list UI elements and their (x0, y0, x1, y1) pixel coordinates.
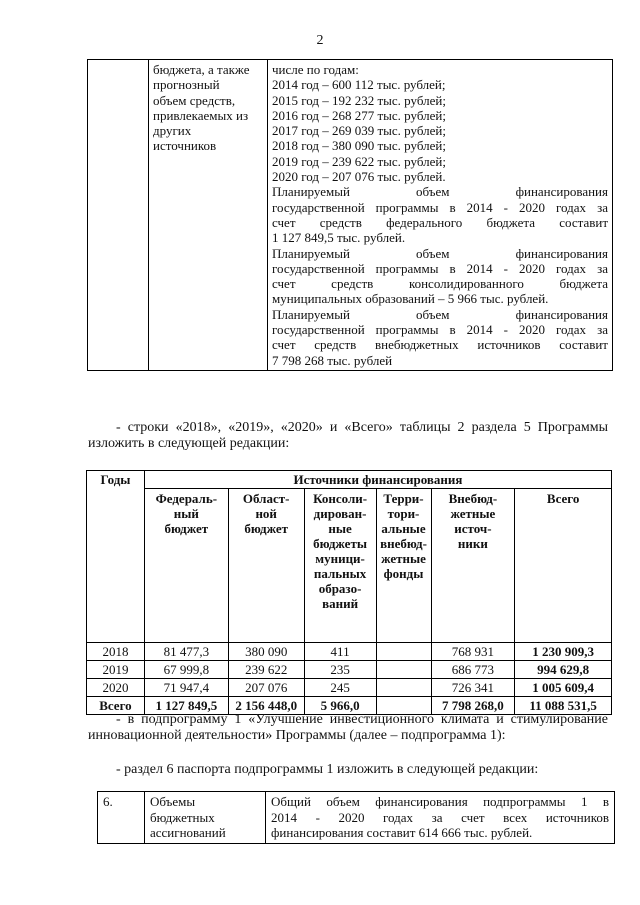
cell-municipal: 245 (304, 679, 376, 697)
intro-text-subprogram: - в подпрограмму 1 «Улучшение инвестиционного климата и стимулирование инновационной деятельности» Программы (далее – подпрограмма 1): (88, 712, 608, 743)
cell-total: 11 088 531,5 (515, 697, 612, 715)
para-line: государственной программы в 2014 - 2020 годах за (272, 199, 608, 215)
table-row (87, 679, 612, 697)
para-line: Планируемый объем финансирования (272, 306, 608, 322)
year-line: 2015 год – 192 232 тыс. рублей; (272, 92, 446, 108)
header-sources: Источники финансирования (144, 471, 611, 489)
column-regional: Област- ной бюджет (228, 489, 304, 643)
content-line: 2014 - 2020 годах за счет всех источников (271, 809, 609, 825)
passport-label-cell (149, 60, 268, 371)
cell-year: 2018 (87, 643, 145, 661)
row-content (266, 792, 615, 844)
passport-content-cell (268, 60, 613, 371)
passport-table (87, 59, 613, 371)
cell-total: 1 230 909,3 (515, 643, 612, 661)
year-line: 2020 год – 207 076 тыс. рублей. (272, 169, 446, 185)
cell-territorial (376, 661, 431, 679)
column-federal: Федераль- ный бюджет (144, 489, 228, 643)
cell-extrabudget: 7 798 268,0 (431, 697, 515, 715)
cell-extrabudget: 768 931 (431, 643, 515, 661)
para-line: счет средств внебюджетных источников составит (272, 337, 608, 353)
cell-total: 1 005 609,4 (515, 679, 612, 697)
label-line: источников (153, 138, 217, 154)
cell-federal: 1 127 849,5 (144, 697, 228, 715)
year-line: 2018 год – 380 090 тыс. рублей; (272, 138, 446, 154)
financing-paragraph-municipal (272, 246, 608, 307)
cell-regional: 207 076 (228, 679, 304, 697)
cell-year: Всего (87, 697, 145, 715)
financing-table (86, 470, 612, 715)
page-number: 2 (316, 33, 324, 48)
cell-municipal: 411 (304, 643, 376, 661)
table-row (87, 643, 612, 661)
para-line: государственной программы в 2014 - 2020 годах за (272, 322, 608, 338)
label-line: бюджета, а также (153, 62, 250, 77)
table-row (87, 661, 612, 679)
para-line: счет средств консолидированного бюджета (272, 276, 608, 292)
column-extrabudget: Внебюд- жетные источ- ники (431, 489, 515, 643)
label-line: привлекаемых из (153, 107, 249, 123)
para-line: Планируемый объем финансирования (272, 184, 608, 200)
passport-number-cell (88, 60, 149, 371)
cell-municipal: 235 (304, 661, 376, 679)
year-line: 2014 год – 600 112 тыс. рублей; (272, 77, 446, 93)
cell-year: 2020 (87, 679, 145, 697)
para-line: счет средств федерального бюджета составит (272, 214, 608, 230)
label-line: прогнозный (153, 77, 220, 93)
year-line: 2019 год – 239 622 тыс. рублей; (272, 153, 446, 169)
row-label (145, 792, 266, 844)
label-line: других (153, 123, 192, 139)
column-territorial: Терри- тори- альные внебюд- жетные фонды (376, 489, 431, 643)
cell-federal: 67 999,8 (144, 661, 228, 679)
column-total: Всего (515, 489, 612, 643)
financing-paragraph-extrabudget (272, 307, 608, 368)
label-line: Объемы (150, 794, 196, 809)
cell-regional: 239 622 (228, 661, 304, 679)
label-line: ассигнований (150, 825, 226, 840)
cell-regional: 380 090 (228, 643, 304, 661)
para-line: государственной программы в 2014 - 2020 годах за (272, 260, 608, 276)
row-number: 6. (98, 792, 145, 844)
financing-paragraph-federal (272, 184, 608, 245)
intro-text-section: - раздел 6 паспорта подпрограммы 1 изложить в следующей редакции: (116, 762, 539, 777)
label-line: объем средств, (153, 92, 236, 108)
cell-federal: 71 947,4 (144, 679, 228, 697)
cell-municipal: 5 966,0 (304, 697, 376, 715)
cell-territorial (376, 679, 431, 697)
column-municipal: Консоли- дирован- ные бюджеты муници- пальных образо- ваний (304, 489, 376, 643)
cell-extrabudget: 686 773 (431, 661, 515, 679)
cell-total: 994 629,8 (515, 661, 612, 679)
para-line: муниципальных образований – 5 966 тыс. рублей. (272, 291, 549, 307)
cell-territorial (376, 643, 431, 661)
cell-extrabudget: 726 341 (431, 679, 515, 697)
header-years: Годы (87, 471, 145, 643)
label-line: бюджетных (150, 809, 215, 825)
content-line: Общий объем финансирования подпрограммы 1 в (271, 794, 609, 809)
cell-year: 2019 (87, 661, 145, 679)
para-line: 7 798 268 тыс. рублей (272, 352, 393, 368)
cell-regional: 2 156 448,0 (228, 697, 304, 715)
para-line: 1 127 849,5 тыс. рублей. (272, 230, 406, 246)
years-intro: числе по годам: (272, 62, 359, 77)
content-line: финансирования составит 614 666 тыс. рублей. (271, 825, 533, 840)
year-line: 2017 год – 269 039 тыс. рублей; (272, 123, 446, 139)
subprogram-table (97, 791, 615, 844)
cell-federal: 81 477,3 (144, 643, 228, 661)
para-line: Планируемый объем финансирования (272, 245, 608, 261)
year-line: 2016 год – 268 277 тыс. рублей; (272, 107, 446, 123)
intro-text-rows: - строки «2018», «2019», «2020» и «Всего» таблицы 2 раздела 5 Программы изложить в следующей редакции: (88, 420, 608, 451)
